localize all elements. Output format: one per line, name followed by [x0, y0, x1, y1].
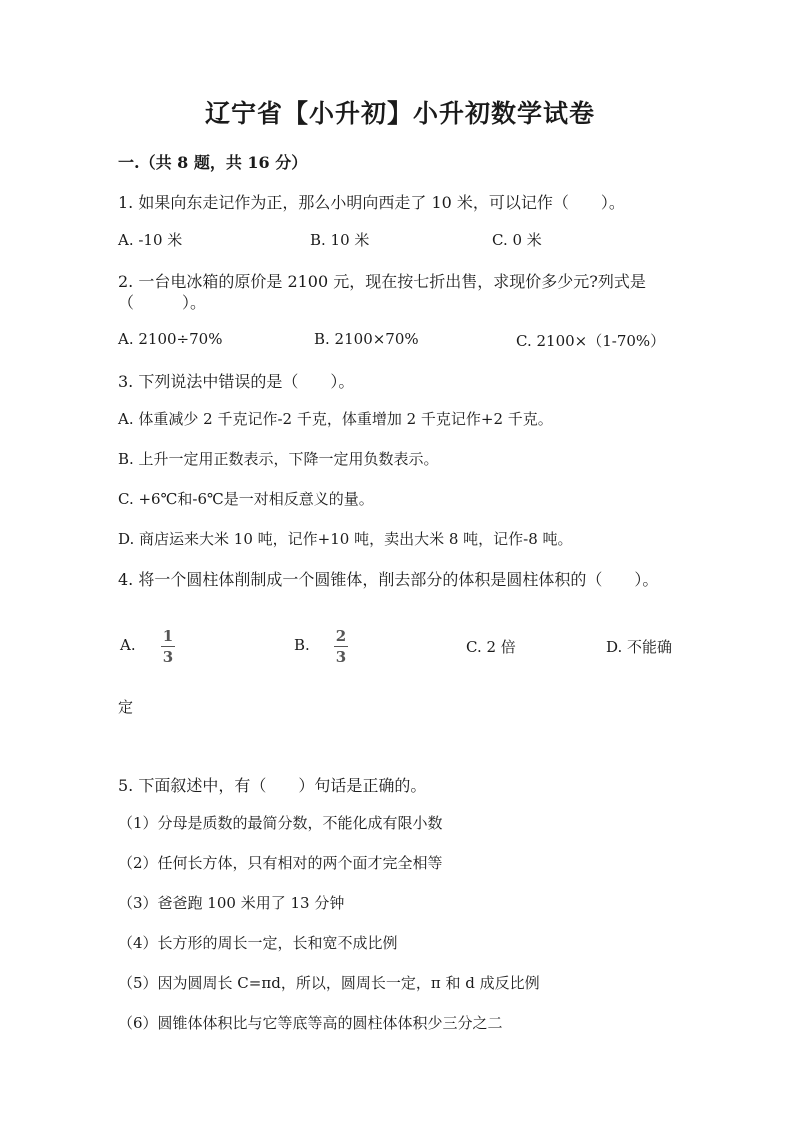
- question-4-option-d-line1: D. 不能确: [606, 638, 673, 656]
- question-4-option-c: C. 2 倍: [466, 638, 516, 656]
- question-3-option-d: D. 商店运来大米 10 吨，记作+10 吨，卖出大米 8 吨，记作-8 吨。: [118, 530, 573, 548]
- exam-title: 辽宁省【小升初】小升初数学试卷: [204, 99, 595, 128]
- section-heading: 一.（共 8 题，共 16 分）: [118, 153, 308, 172]
- fraction-bar: [161, 646, 175, 647]
- fraction-denominator: 3: [162, 648, 174, 666]
- fraction-denominator: 3: [335, 648, 347, 666]
- question-2-option-a: A. 2100÷70%: [118, 330, 223, 348]
- question-2-stem-line1: 2. 一台电冰箱的原价是 2100 元，现在按七折出售，求现价多少元?列式是: [118, 272, 646, 291]
- question-4-option-b-label: B.: [294, 636, 310, 654]
- question-2-stem-line2: （ ）。: [118, 293, 207, 312]
- fraction-numerator: 1: [162, 627, 174, 645]
- question-4-option-a-label: A.: [120, 636, 136, 654]
- question-4-option-b-fraction: [334, 627, 348, 666]
- question-3-stem: 3. 下列说法中错误的是（ ）。: [118, 372, 355, 391]
- question-3-option-b: B. 上升一定用正数表示，下降一定用负数表示。: [118, 450, 439, 468]
- question-5-item-2: （2）任何长方体，只有相对的两个面才完全相等: [118, 854, 443, 872]
- question-2-option-c: C. 2100×（1-70%）: [516, 332, 666, 350]
- question-1-stem: 1. 如果向东走记作为正，那么小明向西走了 10 米，可以记作（ ）。: [118, 193, 625, 212]
- question-5-item-4: （4）长方形的周长一定，长和宽不成比例: [118, 934, 398, 952]
- question-5-item-1: （1）分母是质数的最简分数，不能化成有限小数: [118, 814, 443, 832]
- question-5-stem: 5. 下面叙述中，有（ ）句话是正确的。: [118, 776, 427, 795]
- question-4-option-d-line2: 定: [118, 698, 134, 716]
- question-5-item-3: （3）爸爸跑 100 米用了 13 分钟: [118, 894, 345, 912]
- fraction-bar: [334, 646, 348, 647]
- question-1-option-c: C. 0 米: [492, 231, 542, 249]
- question-3-option-c: C. +6℃和-6℃是一对相反意义的量。: [118, 490, 374, 508]
- question-2-option-b: B. 2100×70%: [314, 330, 419, 348]
- fraction-numerator: 2: [335, 627, 347, 645]
- question-4-option-a-fraction: [161, 627, 175, 666]
- question-1-option-b: B. 10 米: [310, 231, 370, 249]
- question-5-item-6: （6）圆锥体体积比与它等底等高的圆柱体体积少三分之二: [118, 1014, 503, 1032]
- question-4-stem: 4. 将一个圆柱体削制成一个圆锥体，削去部分的体积是圆柱体积的（ ）。: [118, 570, 659, 589]
- question-3-option-a: A. 体重减少 2 千克记作-2 千克，体重增加 2 千克记作+2 千克。: [118, 410, 553, 428]
- question-5-item-5: （5）因为圆周长 C=πd，所以，圆周长一定，π 和 d 成反比例: [118, 974, 540, 992]
- question-1-option-a: A. -10 米: [118, 231, 183, 249]
